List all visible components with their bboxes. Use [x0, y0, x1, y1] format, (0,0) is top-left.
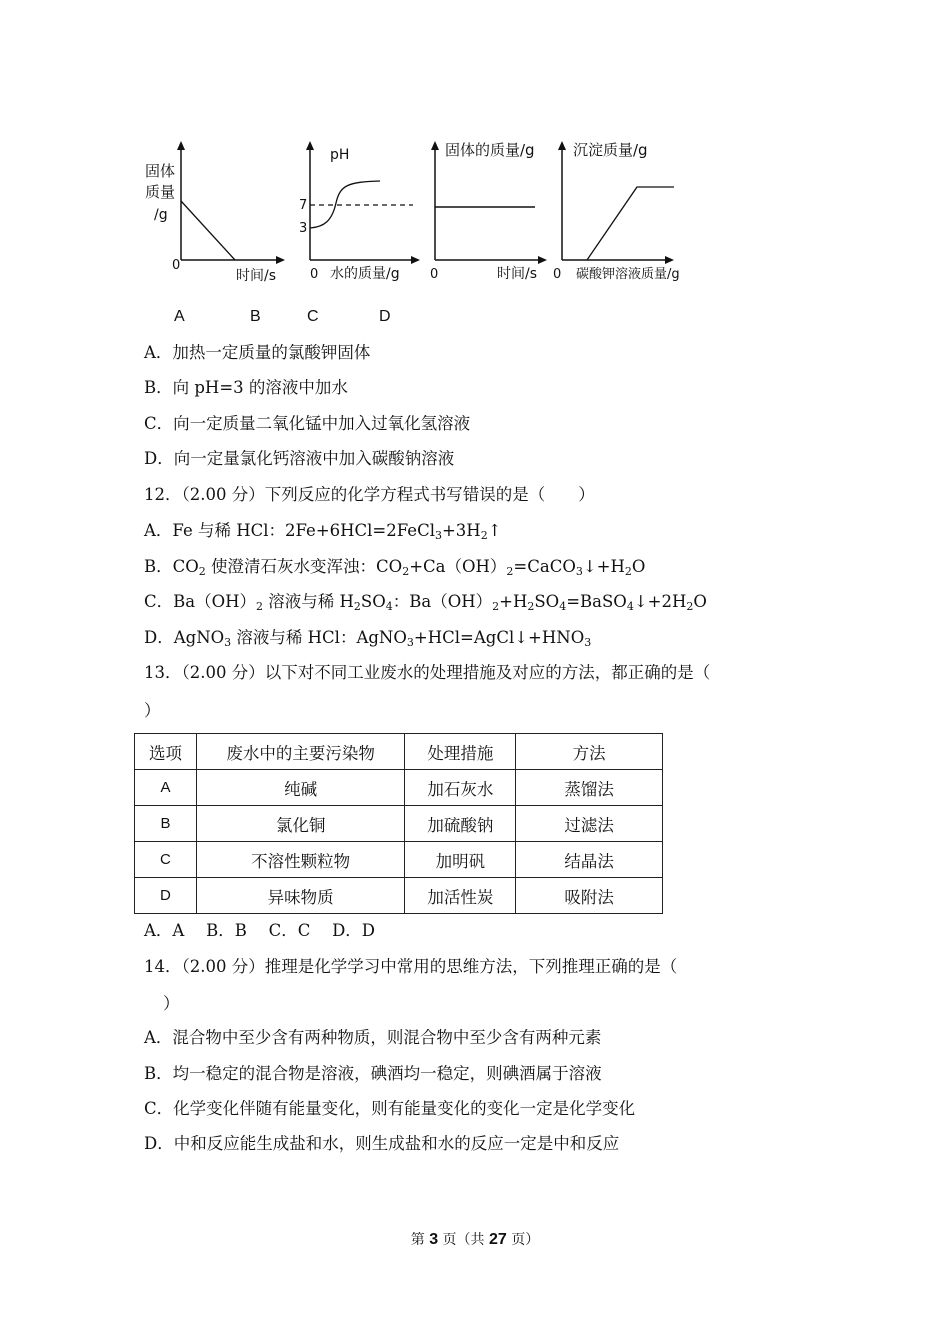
graph-a-ylabel-3: /g	[154, 207, 168, 223]
q14-option-b: B．均一稳定的混合物是溶液，碘酒均一稳定，则碘酒属于溶液	[144, 1064, 602, 1083]
q11-option-a: A．加热一定质量的氯酸钾固体	[144, 343, 371, 362]
q13-cell-option: B	[135, 806, 197, 842]
q12-option-d: D．AgNO$_3$ 溶液与稀 HCl：$AgNO_3+HCl=AgCl↓+HNO_3$	[144, 628, 592, 649]
graph-b-xlabel: 水的质量/g	[330, 266, 400, 282]
q13-cell-measure: 加明矾	[405, 842, 516, 878]
q12-option-c: C．$Ba(OH)_2$ 溶液与稀 $H_2SO_4$：$Ba(OH)_2+H_2SO_4=BaSO_4↓+2H_2O$	[144, 592, 707, 613]
table-row	[135, 878, 663, 914]
graph-d-xlabel: 碳酸钾溶液质量/g	[576, 267, 680, 282]
graph-a	[140, 135, 290, 285]
q13-cell-method: 蒸馏法	[516, 770, 663, 806]
q14-option-d: D．中和反应能生成盐和水，则生成盐和水的反应一定是中和反应	[144, 1134, 620, 1153]
graph-d-y-arrow	[558, 141, 566, 150]
graph-b-ylabel: pH	[330, 147, 350, 163]
q13-cell-option: C	[135, 842, 197, 878]
graph-d-x-arrow	[665, 256, 674, 264]
graph-d-curve	[587, 187, 674, 260]
graph-a-ylabel-2: 质量	[145, 183, 176, 201]
q11-option-b: B．向 pH=3 的溶液中加水	[144, 378, 348, 397]
q12-stem: 12．（2.00 分）下列反应的化学方程式书写错误的是（ ）	[144, 485, 595, 504]
graph-a-y-arrow	[177, 141, 185, 150]
q13-cell-method: 结晶法	[516, 842, 663, 878]
q13-cell-measure: 加石灰水	[405, 770, 516, 806]
q13-table-header-row	[135, 734, 663, 770]
q13-table	[134, 733, 663, 914]
q13-cell-pollutant: 氯化铜	[196, 806, 405, 842]
graph-a-svg	[140, 135, 290, 285]
q13-cell-pollutant: 纯碱	[196, 770, 405, 806]
graph-a-xlabel: 时间/s	[236, 268, 277, 284]
graph-d	[552, 135, 712, 285]
graph-letter-d: D	[379, 308, 391, 325]
q13-header-method: 方法	[516, 734, 663, 770]
graph-c-y-arrow	[431, 141, 439, 150]
graph-b-tick-7: 7	[299, 198, 308, 213]
graph-b-svg	[298, 135, 428, 285]
q12-option-a: A．Fe 与稀 HCl：$2Fe+6HCl=2FeCl_3+3H_2↑$	[144, 521, 502, 542]
q13-cell-measure: 加硫酸钠	[405, 806, 516, 842]
graph-a-origin: 0	[172, 258, 181, 273]
q14-option-a: A．混合物中至少含有两种物质，则混合物中至少含有两种元素	[144, 1028, 602, 1047]
q13-answer-options: A．A B．B C．C D．D	[144, 921, 376, 940]
graph-c-origin: 0	[430, 267, 439, 282]
q13-header-pollutant: 废水中的主要污染物	[196, 734, 405, 770]
graph-a-curve	[181, 201, 235, 260]
graph-letter-c: C	[307, 308, 319, 325]
q13-cell-option: D	[135, 878, 197, 914]
q13-header-measure: 处理措施	[405, 734, 516, 770]
graph-a-ylabel-1: 固体	[145, 162, 176, 180]
total-pages: 27	[489, 1231, 507, 1248]
q12-option-b: B．$CO_2$ 使澄清石灰水变浑浊：$CO_2+Ca(OH)_2=CaCO_3↓+H_2O$	[144, 557, 646, 578]
q13-cell-method: 吸附法	[516, 878, 663, 914]
graph-b-x-arrow	[411, 256, 420, 264]
graph-b-origin: 0	[310, 267, 319, 282]
table-row	[135, 806, 663, 842]
q13-cell-option: A	[135, 770, 197, 806]
graph-letter-a: A	[174, 308, 185, 325]
graph-c-ylabel: 固体的质量/g	[445, 141, 535, 159]
q13-cell-measure: 加活性炭	[405, 878, 516, 914]
graph-b-tick-3: 3	[299, 221, 308, 236]
q11-option-d: D．向一定量氯化钙溶液中加入碳酸钠溶液	[144, 449, 455, 468]
q13-stem-line-2: ）	[144, 701, 161, 720]
graph-d-ylabel: 沉淀质量/g	[573, 141, 648, 159]
q14-stem-line-2: ）	[163, 994, 180, 1013]
graph-d-origin: 0	[553, 267, 562, 282]
q13-cell-method: 过滤法	[516, 806, 663, 842]
table-row	[135, 842, 663, 878]
table-row	[135, 770, 663, 806]
graph-b	[298, 135, 428, 285]
q14-stem-line-1: 14．（2.00 分）推理是化学学习中常用的思维方法，下列推理正确的是（	[144, 957, 678, 976]
current-page-number: 3	[429, 1231, 439, 1248]
q13-header-option: 选项	[135, 734, 197, 770]
q11-option-c: C．向一定质量二氧化锰中加入过氧化氢溶液	[144, 414, 471, 433]
graph-b-y-arrow	[306, 141, 314, 150]
graph-c	[425, 135, 555, 285]
graph-d-svg	[552, 135, 712, 285]
q14-option-c: C．化学变化伴随有能量变化，则有能量变化的变化一定是化学变化	[144, 1099, 636, 1118]
graph-c-xlabel: 时间/s	[497, 266, 538, 282]
graph-letter-b: B	[250, 308, 261, 325]
graph-a-x-arrow	[276, 256, 285, 264]
graph-c-x-arrow	[538, 256, 547, 264]
q13-cell-pollutant: 不溶性颗粒物	[196, 842, 405, 878]
page-footer: 第 3 页（共 27 页）	[410, 1231, 540, 1248]
graph-c-svg	[425, 135, 555, 285]
q13-stem-line-1: 13．（2.00 分）以下对不同工业废水的处理措施及对应的方法，都正确的是（	[144, 663, 711, 682]
q13-cell-pollutant: 异味物质	[196, 878, 405, 914]
